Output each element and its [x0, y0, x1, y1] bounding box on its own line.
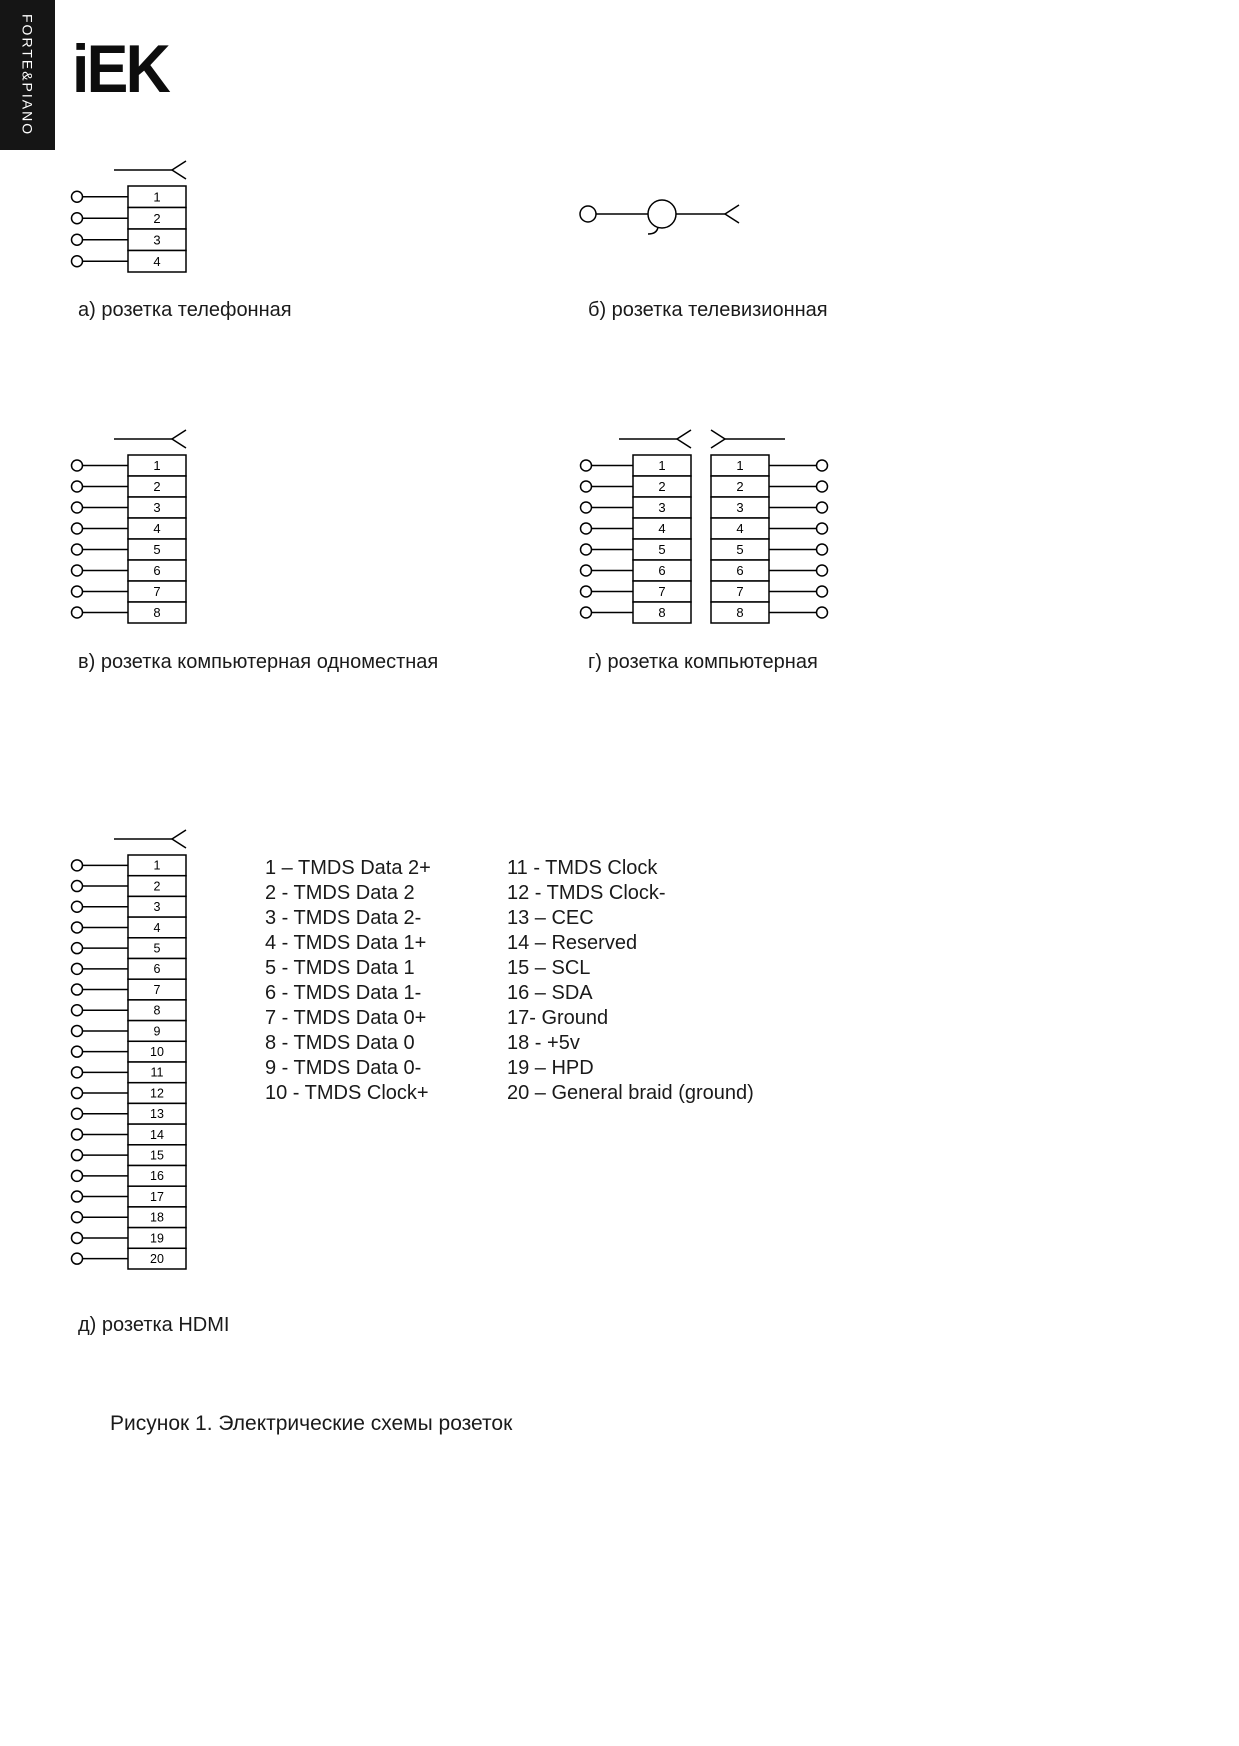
- pin-number: 9: [153, 1024, 161, 1039]
- socket-fork-symbol: [677, 430, 691, 448]
- pin-terminal: [72, 1253, 83, 1264]
- pin-terminal: [72, 1129, 83, 1140]
- pin-terminal: [72, 922, 83, 933]
- pin-terminal: [817, 544, 828, 555]
- brand-sidebar: [0, 0, 55, 150]
- socket-fork-symbol: [711, 430, 725, 448]
- pin-terminal: [72, 1150, 83, 1161]
- pin-terminal: [581, 502, 592, 513]
- pin-number: 2: [153, 210, 161, 226]
- pin-number: 7: [736, 584, 744, 600]
- tv-terminal: [580, 206, 596, 222]
- pin-number: 2: [153, 879, 161, 894]
- pin-legend-line: 15 – SCL: [507, 957, 591, 979]
- pin-legend-line: 19 – HPD: [507, 1057, 594, 1079]
- pin-number: 17: [150, 1189, 164, 1204]
- socket-fork-symbol: [172, 430, 186, 448]
- pin-legend-line: 16 – SDA: [507, 982, 593, 1004]
- pin-legend-line: 11 - TMDS Clock: [507, 857, 658, 879]
- pin-number: 2: [736, 479, 744, 495]
- pin-terminal: [72, 544, 83, 555]
- socket-fork-symbol: [172, 830, 186, 848]
- iek-logo: iEK: [72, 31, 169, 107]
- pin-terminal: [817, 523, 828, 534]
- tv-coax-symbol: [648, 200, 676, 228]
- hdmi-pin-legend-col1: [265, 856, 431, 1106]
- pin-number: 10: [150, 1045, 164, 1060]
- pin-number: 4: [153, 920, 161, 935]
- pin-terminal: [72, 586, 83, 597]
- caption-phone-socket: а) розетка телефонная: [78, 299, 292, 321]
- caption-computer-double-socket: г) розетка компьютерная: [588, 651, 818, 673]
- pin-number: 5: [153, 542, 161, 558]
- pin-number: 7: [658, 584, 666, 600]
- pin-number: 7: [153, 584, 161, 600]
- pin-legend-line: 3 - TMDS Data 2-: [265, 907, 422, 929]
- pin-number: 15: [150, 1148, 164, 1163]
- pin-terminal: [581, 565, 592, 576]
- pin-terminal: [581, 481, 592, 492]
- pin-number: 11: [150, 1065, 164, 1080]
- pin-number: 8: [736, 605, 744, 621]
- pin-terminal: [817, 481, 828, 492]
- pin-number: 5: [658, 542, 666, 558]
- pin-number: 6: [736, 563, 744, 579]
- pin-number: 2: [153, 479, 161, 495]
- caption-hdmi-socket: д) розетка HDMI: [78, 1314, 230, 1336]
- hdmi-socket-diagram: [60, 825, 230, 1295]
- pin-legend-line: 6 - TMDS Data 1-: [265, 982, 422, 1004]
- pin-terminal: [72, 191, 83, 202]
- pin-terminal: [72, 607, 83, 618]
- pin-number: 12: [150, 1086, 164, 1101]
- pin-terminal: [72, 1067, 83, 1078]
- pin-terminal: [817, 502, 828, 513]
- pin-number: 8: [153, 1003, 161, 1018]
- pin-number: 1: [153, 189, 161, 205]
- pin-number: 18: [150, 1210, 164, 1225]
- pin-number: 2: [658, 479, 666, 495]
- pin-legend-line: 10 - TMDS Clock+: [265, 1082, 429, 1104]
- figure-caption: Рисунок 1. Электрические схемы розеток: [110, 1412, 513, 1435]
- pin-number: 6: [153, 962, 161, 977]
- pin-terminal: [72, 984, 83, 995]
- pin-terminal: [72, 901, 83, 912]
- brand-vertical-text: FORTE&PIANO: [19, 14, 36, 137]
- tv-coax-tail: [648, 227, 658, 234]
- pin-number: 3: [658, 500, 666, 516]
- pin-number: 5: [153, 941, 161, 956]
- pin-legend-line: 20 – General braid (ground): [507, 1082, 754, 1104]
- caption-computer-single-socket: в) розетка компьютерная одноместная: [78, 651, 439, 673]
- computer-double-socket-diagram: [570, 425, 840, 635]
- phone-socket-diagram: [60, 156, 210, 286]
- pin-number: 19: [150, 1231, 164, 1246]
- pin-terminal: [72, 1191, 83, 1202]
- pin-terminal: [72, 523, 83, 534]
- pin-number: 14: [150, 1127, 164, 1142]
- pin-legend-line: 12 - TMDS Clock-: [507, 882, 666, 904]
- pin-number: 4: [153, 253, 161, 269]
- pin-terminal: [72, 481, 83, 492]
- pin-terminal: [72, 963, 83, 974]
- pin-number: 16: [150, 1169, 164, 1184]
- pin-terminal: [72, 213, 83, 224]
- pin-terminal: [581, 607, 592, 618]
- pin-terminal: [581, 544, 592, 555]
- pin-terminal: [72, 943, 83, 954]
- pin-legend-line: 4 - TMDS Data 1+: [265, 932, 427, 954]
- pin-terminal: [72, 256, 83, 267]
- pin-terminal: [72, 881, 83, 892]
- pin-number: 8: [153, 605, 161, 621]
- pin-legend-line: 13 – CEC: [507, 907, 594, 929]
- pin-terminal: [817, 607, 828, 618]
- socket-fork-symbol: [725, 205, 739, 223]
- pin-legend-line: 9 - TMDS Data 0-: [265, 1057, 422, 1079]
- caption-tv-socket: б) розетка телевизионная: [588, 299, 828, 321]
- pin-number: 20: [150, 1252, 164, 1267]
- pin-terminal: [72, 1025, 83, 1036]
- hdmi-pin-legend-col2: [507, 856, 754, 1106]
- pin-terminal: [817, 460, 828, 471]
- pin-terminal: [72, 460, 83, 471]
- pin-terminal: [581, 586, 592, 597]
- pin-number: 4: [736, 521, 744, 537]
- pin-number: 4: [153, 521, 161, 537]
- pin-legend-line: 8 - TMDS Data 0: [265, 1032, 415, 1054]
- pin-number: 4: [658, 521, 666, 537]
- pin-number: 3: [153, 900, 161, 915]
- pin-terminal: [817, 586, 828, 597]
- pin-terminal: [72, 1108, 83, 1119]
- pin-number: 3: [736, 500, 744, 516]
- computer-single-socket-diagram: [60, 425, 220, 635]
- pin-number: 1: [153, 458, 161, 474]
- pin-legend-line: 1 – TMDS Data 2+: [265, 857, 431, 879]
- pin-legend-line: 2 - TMDS Data 2: [265, 882, 415, 904]
- pin-legend-line: 17- Ground: [507, 1007, 609, 1029]
- pin-number: 13: [150, 1107, 164, 1122]
- pin-terminal: [72, 234, 83, 245]
- pin-number: 6: [153, 563, 161, 579]
- pin-terminal: [72, 502, 83, 513]
- pin-terminal: [72, 565, 83, 576]
- pin-terminal: [581, 460, 592, 471]
- pin-terminal: [72, 1005, 83, 1016]
- pin-legend-line: 18 - +5v: [507, 1032, 580, 1054]
- pin-number: 5: [736, 542, 744, 558]
- pin-terminal: [72, 1212, 83, 1223]
- pin-terminal: [72, 1170, 83, 1181]
- pin-number: 7: [153, 982, 161, 997]
- pin-terminal: [581, 523, 592, 534]
- pin-terminal: [817, 565, 828, 576]
- pin-terminal: [72, 860, 83, 871]
- pin-terminal: [72, 1232, 83, 1243]
- pin-number: 3: [153, 500, 161, 516]
- pin-legend-line: 5 - TMDS Data 1: [265, 957, 415, 979]
- pin-number: 1: [736, 458, 744, 474]
- pin-number: 1: [658, 458, 666, 474]
- pin-terminal: [72, 1088, 83, 1099]
- tv-socket-diagram: [570, 188, 755, 243]
- pin-number: 3: [153, 232, 161, 248]
- pin-terminal: [72, 1046, 83, 1057]
- socket-fork-symbol: [172, 161, 186, 179]
- pin-legend-line: 7 - TMDS Data 0+: [265, 1007, 427, 1029]
- pin-number: 1: [153, 858, 161, 873]
- pin-number: 6: [658, 563, 666, 579]
- pin-legend-line: 14 – Reserved: [507, 932, 638, 954]
- pin-number: 8: [658, 605, 666, 621]
